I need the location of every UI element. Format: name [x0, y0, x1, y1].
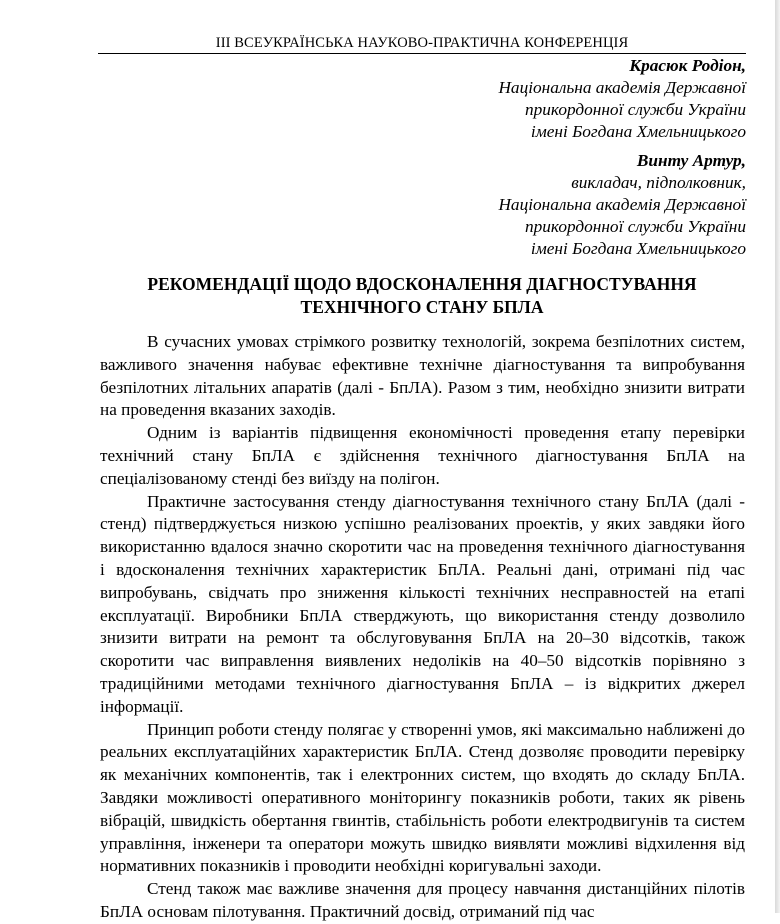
- running-header: [98, 33, 746, 54]
- author-affiliation-line: Національна академія Державної: [498, 78, 746, 97]
- paper-title-line: РЕКОМЕНДАЦІЇ ЩОДО ВДОСКОНАЛЕННЯ ДІАГНОСТУВАННЯ: [147, 274, 697, 294]
- paragraph: Практичне застосування стенду діагностування технічного стану БпЛА (далі - стенд) підтверджується низкою успішно реалізованих проектів, у яких завдяки його використанню вдалося значно скоротити час на проведення технічного діагностування і вдосконалення технічних характеристик БпЛА. Реальні дані, отримані під час випробувань, свідчать про зниження кількості технічних несправностей на етапі експлуатації. Виробники БпЛА стверджують, що використання стенду дозволило знизити витрати на ремонт та обслуговування БпЛА на 20–30 відсотків, також скоротити час виправлення виявлених недоліків на 40–50 відсотків порівняно з традиційними методами технічного діагностування БпЛА – із відкритих джерел інформації.: [100, 491, 745, 716]
- author-affiliation-line: прикордонної служби України: [525, 217, 746, 236]
- author-affiliation-line: Національна академія Державної: [498, 195, 746, 214]
- author-name: Винту Артур,: [636, 151, 746, 170]
- author-name: Красюк Родіон,: [629, 56, 746, 75]
- paragraph: Принцип роботи стенду полягає у створенні умов, які максимально наближені до реальних експлуатаційних характеристик БпЛА. Стенд дозволяє проводити перевірку як механічних компонентів, так і електронних систем, що входять до складу БпЛА. Завдяки можливості оперативного моніторингу показників роботи, таких як рівень вібрацій, швидкість обертання гвинтів, стабільність роботи електродвигунів та систем управління, інженери та оператори можуть швидко виявляти можливі відхилення від нормативних показників і проводити необхідні коригувальні заходи.: [100, 719, 745, 876]
- author-block-krasiuk: [498, 55, 746, 143]
- author-affiliation-line: прикордонної служби України: [525, 100, 746, 119]
- paragraph: Одним із варіантів підвищення економічності проведення етапу перевірки технічний стану БпЛА є здійснення технічного діагностування БпЛА на спеціалізованому стенді без виїзду на полігон.: [100, 423, 745, 488]
- author-affiliation-line: імені Богдана Хмельницького: [530, 122, 746, 141]
- author-affiliation-line: імені Богдана Хмельницького: [530, 239, 746, 258]
- paragraph: В сучасних умовах стрімкого розвитку технологій, зокрема безпілотних систем, важливого значення набуває ефективне технічне діагностування та випробування безпілотних літальних апаратів (далі - БпЛА). Разом з тим, необхідно знизити витрати на проведення вказаних заходів.: [100, 332, 745, 420]
- author-block-vyntu: [498, 150, 746, 260]
- author-position: викладач, підполковник,: [571, 173, 746, 192]
- paper-title-line: ТЕХНІЧНОГО СТАНУ БПЛА: [300, 297, 544, 317]
- paper-title: [98, 273, 746, 319]
- conference-title: ІІІ ВСЕУКРАЇНСЬКА НАУКОВО-ПРАКТИЧНА КОНФЕРЕНЦІЯ: [215, 35, 629, 51]
- paragraph: Стенд також має важливе значення для процесу навчання дистанційних пілотів БпЛА основам пілотування. Практичний досвід, отриманий під час: [100, 879, 745, 921]
- page-edge: [775, 0, 780, 913]
- body-text: [100, 331, 745, 924]
